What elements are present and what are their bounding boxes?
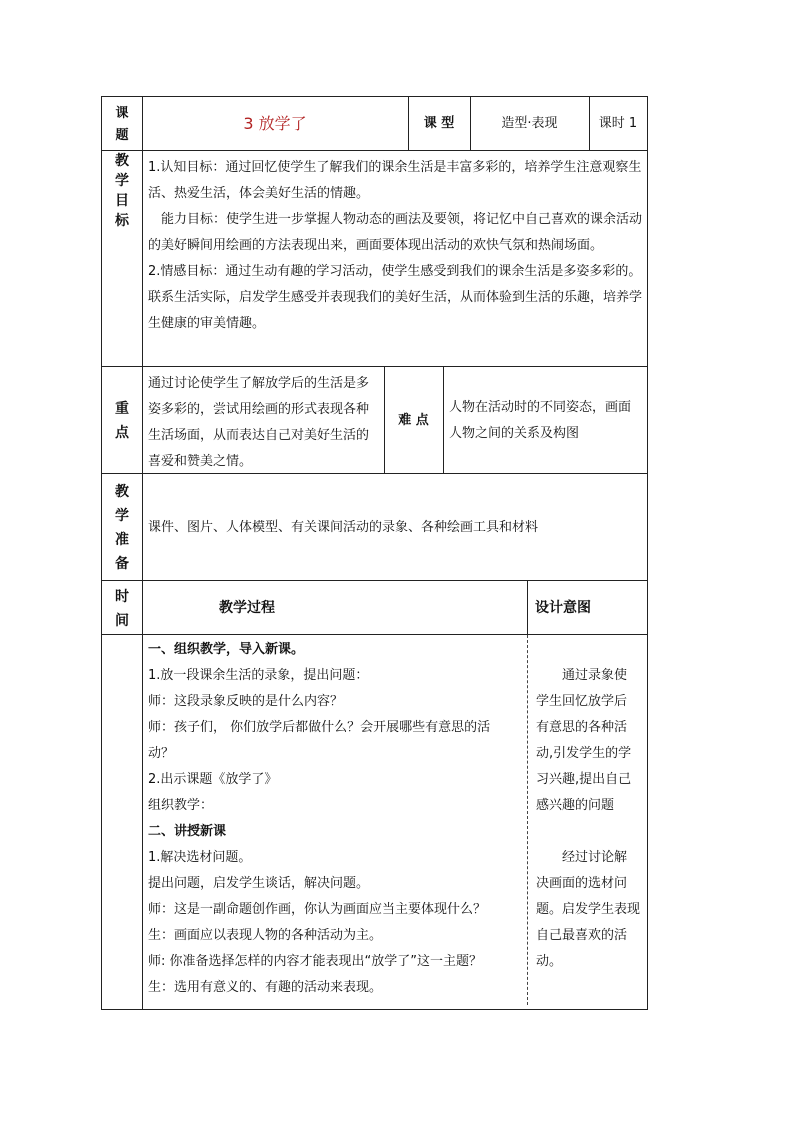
process-line: 生：选用有意义的、有趣的活动来表现。	[148, 980, 383, 995]
intent-line: 学生回忆放学后	[536, 694, 628, 709]
intent-line: 自己最喜欢的活	[536, 928, 628, 943]
keshi-value: 课时 1	[598, 116, 638, 131]
objectives-label: 教学目标	[115, 153, 129, 229]
process-label: 教学过程	[219, 600, 275, 616]
preparation-label: 教学准备	[115, 484, 129, 572]
zhongdian-text: 通过讨论使学生了解放学后的生活是多姿多彩的，尝试用绘画的形式表现各种生活场面，从而表达自己对美好生活的喜爱和赞美之情。	[148, 376, 370, 469]
keti-label: 课题	[115, 106, 129, 143]
process-line: 师：这段录象反映的是什么内容？	[148, 694, 344, 709]
intent-line: 经过讨论解	[562, 850, 628, 865]
ability-objective: 能力目标：使学生进一步掌握人物动态的画法及要领，将记忆中自己喜欢的课余活动的美好瞬间用绘画的方法表现出来，画面要体现出活动的欢快气氛和热闹场面。	[148, 212, 643, 253]
emotion-objective: 2.情感目标：通过生动有趣的学习活动，使学生感受到我们的课余生活是多姿多彩的。联系生活实际，启发学生感受并表现我们的美好生活，从而体验到生活的乐趣，培养学生健康的审美情趣。	[148, 264, 643, 331]
process-line: 师：孩子们， 你们放学后都做什么？会开展哪些有意思的活	[148, 720, 491, 735]
lesson-title: 3 放学了	[243, 114, 307, 133]
kexing-value: 造型·表现	[501, 116, 558, 131]
preparation-row	[101, 473, 648, 581]
key-points-row	[101, 366, 648, 474]
objectives-content	[142, 151, 647, 366]
intent-line: 有意思的各种活	[536, 720, 628, 735]
process-line: 二、讲授新课	[148, 824, 227, 839]
process-line: 师：这是一副命题创作画，你认为画面应当主要体现什么？	[148, 902, 487, 917]
process-line: 生：画面应以表现人物的各种活动为主。	[148, 928, 383, 943]
nandian-label: 难 点	[398, 413, 429, 428]
process-content	[142, 635, 527, 1009]
process-body-row	[101, 634, 648, 1010]
intent-line: 决画面的选材问	[536, 876, 628, 891]
process-line: 提出问题，启发学生谈话，解决问题。	[148, 876, 370, 891]
process-line: 师: 你准备选择怎样的内容才能表现出“放学了”这一主题？	[148, 954, 482, 969]
intent-label: 设计意图	[535, 600, 591, 616]
objectives-row	[101, 150, 648, 367]
process-line: 动？	[148, 746, 175, 761]
kexing-label: 课 型	[423, 116, 455, 131]
intent-line: 动,引发学生的学	[536, 746, 632, 761]
process-line: 1.解决选材问题。	[148, 850, 252, 865]
cognitive-objective: 1.认知目标：通过回忆使学生了解我们的课余生活是丰富多彩的，培养学生注意观察生活、热爱生活，体会美好生活的情趣。	[148, 160, 642, 201]
intent-line: 通过录象使	[562, 668, 628, 683]
process-header-row	[101, 580, 648, 635]
time-label: 时间	[115, 589, 129, 629]
intent-line: 题。启发学生表现	[536, 902, 641, 917]
process-line: 一、组织教学，导入新课。	[148, 642, 305, 657]
intent-line: 感兴趣的问题	[536, 798, 615, 813]
nandian-text: 人物在活动时的不同姿态，画面人物之间的关系及构图	[449, 400, 632, 441]
process-line: 2.出示课题《放学了》	[148, 772, 278, 787]
process-line: 1.放一段课余生活的录象，提出问题：	[148, 668, 369, 683]
preparation-text: 课件、图片、人体模型、有关课间活动的录象、各种绘画工具和材料	[148, 520, 539, 535]
intent-line: 习兴趣,提出自己	[536, 772, 632, 787]
process-line: 组织教学：	[148, 798, 214, 813]
header-row	[101, 96, 648, 151]
intent-content	[528, 635, 647, 1009]
intent-line: 动。	[536, 954, 563, 969]
zhongdian-label: 重点	[115, 401, 129, 441]
